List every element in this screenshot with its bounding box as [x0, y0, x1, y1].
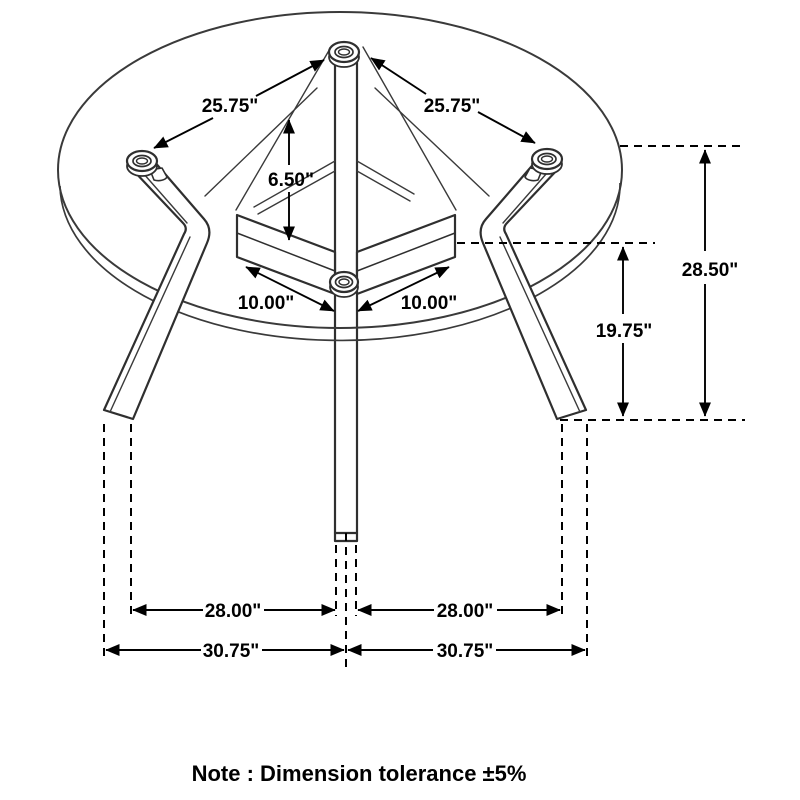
dim-leg-clearance [596, 247, 653, 416]
dim-label: 28.00" [436, 601, 494, 622]
dim-frame-drop [268, 120, 314, 240]
dim-label: 10.00" [237, 293, 295, 314]
cap-left [127, 151, 157, 176]
arrow-to-right-cap [478, 112, 535, 143]
dim-feet-inner-right [358, 601, 560, 622]
dim-label: 6.50" [268, 170, 314, 191]
stretcher-beam-right [357, 215, 455, 294]
arrow-to-left-cap [154, 118, 213, 148]
spoke-right [357, 161, 414, 201]
dim-label: 25.75" [201, 96, 259, 117]
dim-feet-outer-right [348, 641, 585, 662]
dim-label: 28.50" [681, 260, 739, 281]
dim-label: 28.00" [204, 601, 262, 622]
cap-back [329, 42, 359, 67]
dim-label: 10.00" [400, 293, 458, 314]
table-drawing [58, 12, 622, 541]
stretcher-beam-left [237, 215, 335, 294]
center-leg [335, 58, 357, 541]
brace-right-inner [363, 47, 456, 210]
dim-feet-outer-left [106, 641, 344, 662]
dimension-annotations [104, 58, 745, 672]
tolerance-note: Note : Dimension tolerance ±5% [191, 761, 527, 786]
dim-feet-inner-left [133, 601, 335, 622]
cap-right [532, 149, 562, 174]
dim-label: 30.75" [436, 641, 494, 662]
dim-cap-span-right [371, 58, 535, 143]
dim-label: 30.75" [202, 641, 260, 662]
dim-overall-height [682, 150, 739, 416]
dim-label: 19.75" [595, 321, 653, 342]
hub-ring [330, 272, 358, 297]
right-leg-outline [481, 160, 586, 419]
right-leg [481, 160, 586, 419]
dim-label: 25.75" [423, 96, 481, 117]
